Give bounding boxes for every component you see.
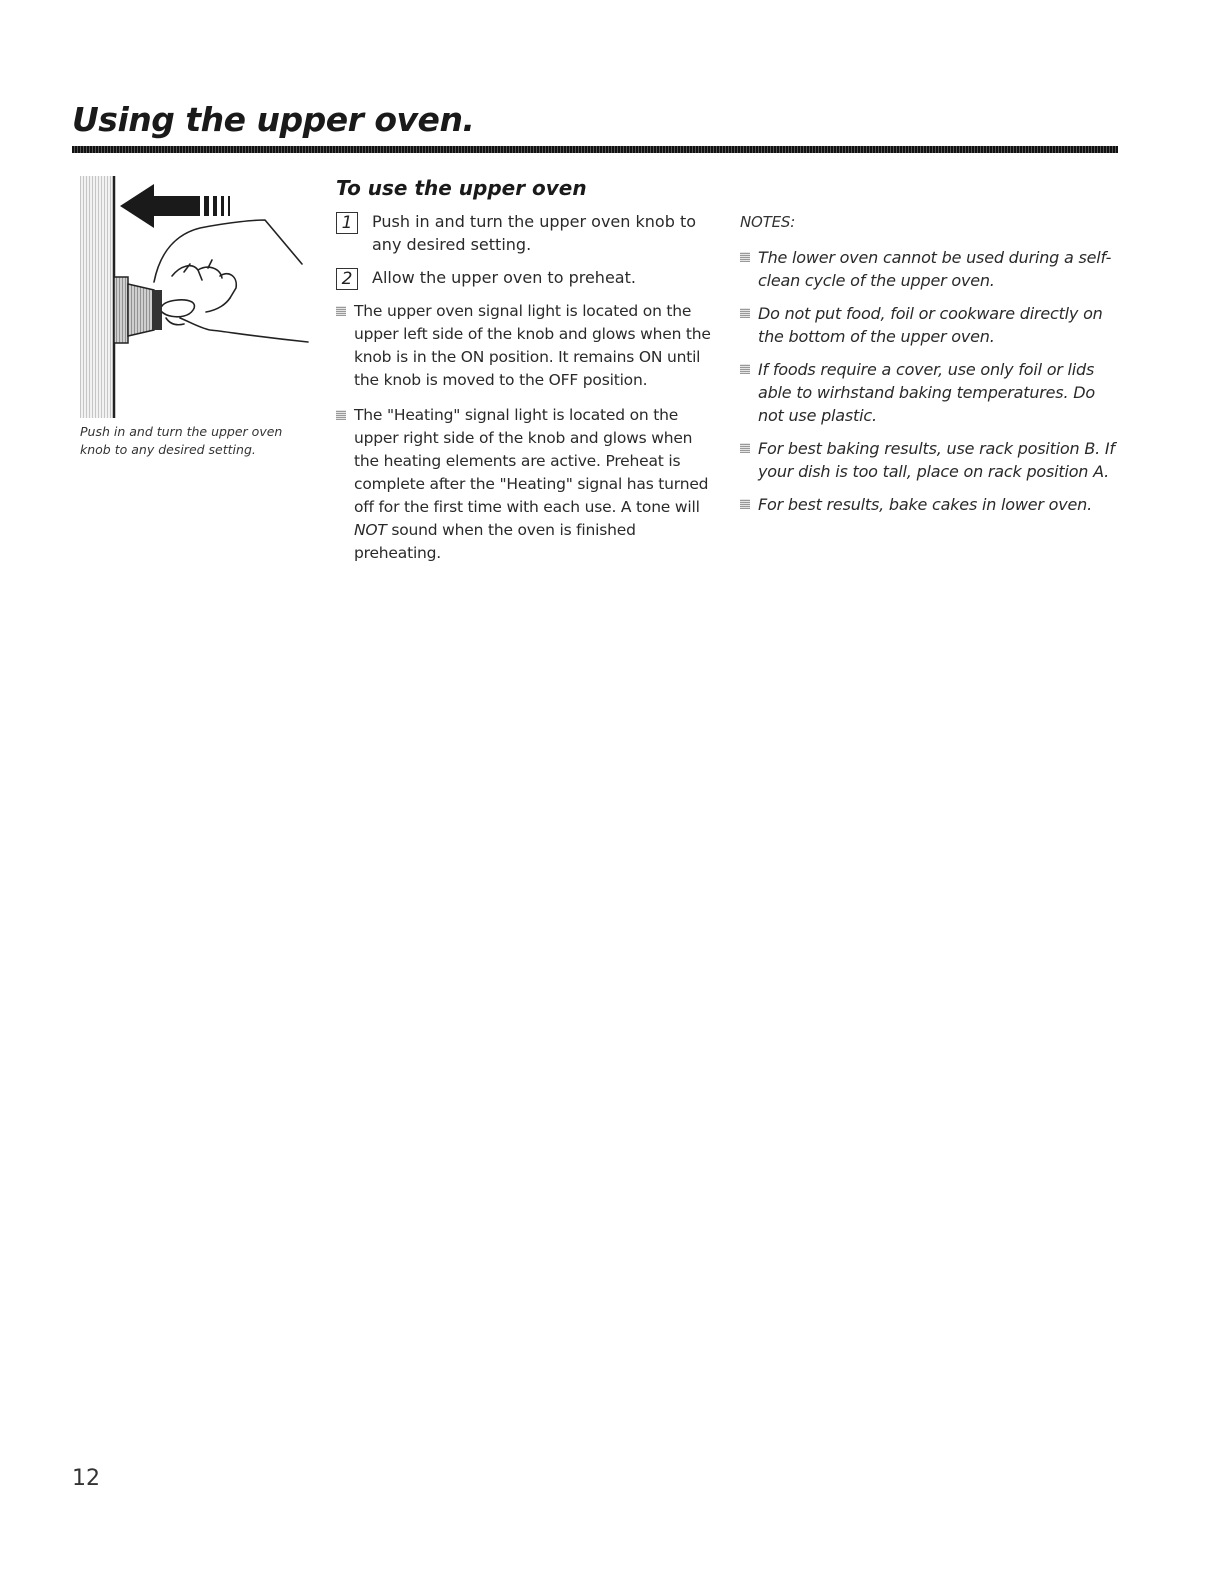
- arrow-left-icon: [120, 184, 230, 228]
- illustration-caption: Push in and turn the upper oven knob to any desired setting.: [80, 424, 283, 457]
- note-item: [740, 493, 1120, 516]
- square-bullet-icon: [740, 308, 750, 318]
- note-item: [740, 437, 1120, 483]
- bullet-signal-light: [336, 300, 721, 392]
- oven-panel: [80, 176, 114, 418]
- section-heading: To use the upper oven: [336, 176, 587, 200]
- note-text: Do not put food, foil or cookware directly on the bottom of the upper oven.: [758, 304, 1103, 346]
- info-bullets: [336, 300, 721, 565]
- knob-illustration: [80, 172, 310, 422]
- note-text: For best results, bake cakes in lower oven.: [758, 495, 1092, 514]
- step-text: Allow the upper oven to preheat.: [372, 268, 636, 287]
- square-bullet-icon: [740, 443, 750, 453]
- steps-column: [336, 210, 721, 577]
- bullet-text-part: sound when the oven is finished preheating.: [354, 521, 636, 562]
- bullet-text-part: The "Heating" signal light is located on the upper right side of the knob and glows when the heating elements are active. Preheat is complete after the "Heating" signal has turned off for the first time with each use. A tone will: [354, 406, 709, 516]
- note-text: The lower oven cannot be used during a self-clean cycle of the upper oven.: [758, 248, 1112, 290]
- square-bullet-icon: [740, 364, 750, 374]
- note-text: For best baking results, use rack position B. If your dish is too tall, place on rack position A.: [758, 439, 1115, 481]
- square-bullet-icon: [336, 410, 346, 420]
- page-number: 12: [72, 1466, 100, 1491]
- bullet-text: [354, 404, 721, 565]
- bullet-text: The upper oven signal light is located on the upper left side of the knob and glows when the knob is in the ON position. It remains ON until the knob is moved to the OFF position.: [354, 302, 711, 389]
- bullet-heating-light: [336, 404, 721, 565]
- step-1: [336, 210, 721, 256]
- title-rule: [72, 146, 1118, 153]
- note-text: If foods require a cover, use only foil or lids able to wirhstand baking temperatures. Do not use plastic.: [758, 360, 1095, 425]
- step-number-box: 1: [336, 212, 358, 234]
- square-bullet-icon: [740, 252, 750, 262]
- step-2: [336, 266, 721, 290]
- knob: [114, 277, 162, 343]
- note-item: [740, 246, 1120, 292]
- step-number-box: 2: [336, 268, 358, 290]
- page-title: Using the upper oven.: [72, 100, 475, 139]
- notes-heading: NOTES:: [740, 213, 796, 231]
- hand: [154, 220, 308, 342]
- square-bullet-icon: [336, 306, 346, 316]
- note-item: [740, 302, 1120, 348]
- square-bullet-icon: [740, 499, 750, 509]
- step-text: Push in and turn the upper oven knob to any desired setting.: [372, 212, 696, 254]
- notes-column: [740, 211, 1120, 526]
- bullet-emphasis: NOT: [354, 521, 387, 539]
- note-item: [740, 358, 1120, 427]
